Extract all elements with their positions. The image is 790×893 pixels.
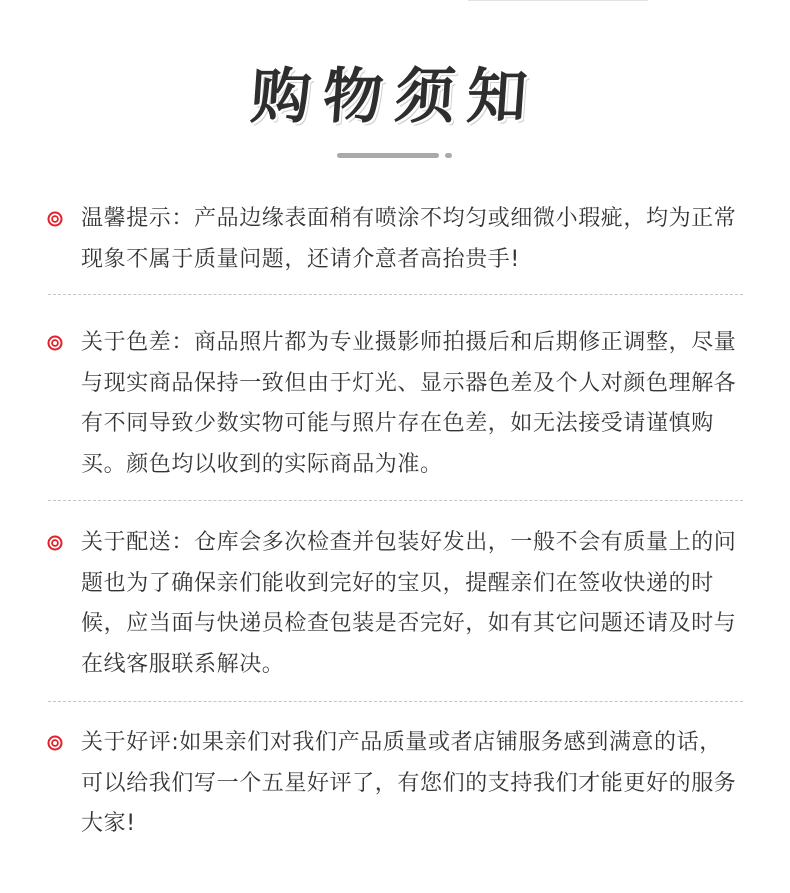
notice-text: 温馨提示：产品边缘表面稍有喷涂不均匀或细微小瑕疵，均为正常现象不属于质量问题，还请介意者高抬贵手!: [81, 206, 737, 272]
top-edge-line: [468, 0, 648, 1]
notice-text: 关于色差：商品照片都为专业摄影师拍摄后和后期修正调整，尽量与现实商品保持一致但由于灯光、显示器色差及个人对颜色理解各有不同导致少数实物可能与照片存在色差，如无法接受请谨慎购买。颜色均以收到的实际商品为准。: [81, 330, 737, 477]
title-underline-bar: [337, 153, 439, 158]
target-icon: [47, 735, 63, 751]
target-icon: [47, 335, 63, 351]
title-underline-dot: [445, 153, 452, 158]
header: [0, 52, 790, 142]
target-icon: [47, 535, 63, 551]
notice-text: 关于配送：仓库会多次检查并包装好发出，一般不会有质量上的问题也为了确保亲们能收到完好的宝贝，提醒亲们在签收快递的时候，应当面与快递员检查包装是否完好，如有其它问题还请及时与在线客服联系解决。: [81, 530, 737, 677]
divider: [48, 500, 743, 501]
target-icon: [47, 211, 63, 227]
divider: [48, 701, 743, 702]
page-title: 购物须知: [248, 62, 542, 132]
notice-text: 关于好评:如果亲们对我们产品质量或者店铺服务感到满意的话，可以给我们写一个五星好评了，有您们的支持我们才能更好的服务大家!: [81, 730, 737, 836]
divider: [48, 294, 743, 295]
